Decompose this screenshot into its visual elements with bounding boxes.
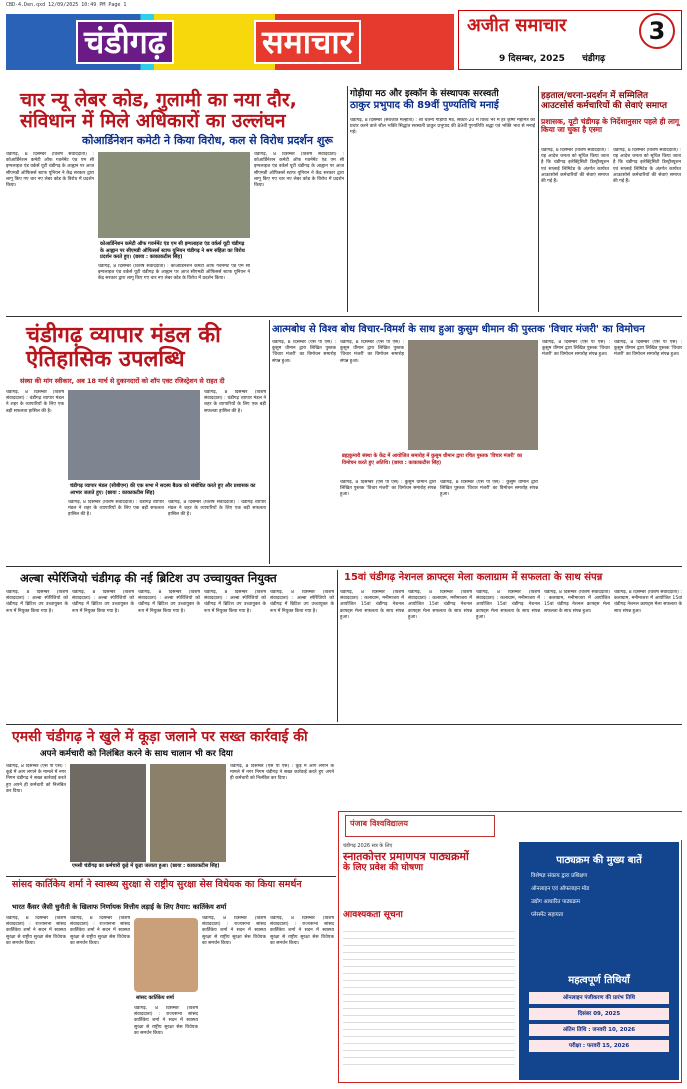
story6-body-col1: चंडीगढ़, 8 दिसम्बर (विशेष संवाददाता) : अल्बा स्पेरिंजियो को चंडीगढ़ में ब्रिटिश उप उच्चायुक्त के रूप में नियुक्त किया गया है। <box>6 590 68 614</box>
story7-body-col3: चंडीगढ़, 8 दिसम्बर (विशेष संवाददाता) : कलाग्राम, मनीमाजरा में आयोजित 15वां चंडीगढ़ नेशनल क्राफ्ट्स मेला सफलता के साथ संपन्न हुआ। <box>476 590 540 620</box>
story4-headline-line1: चंडीगढ़ व्यापार मंडल की <box>26 323 221 348</box>
story5-body-col4: चंडीगढ़, 8 दिसम्बर (एस पी एस) : कुसुम धीमान द्वारा लिखित पुस्तक 'विचार मंजरी' का विमोचन समारोह संपन्न हुआ। <box>440 480 538 498</box>
ad-line4: आवश्यकता सूचना <box>343 910 403 920</box>
issue-city: चंडीगढ़ <box>582 54 606 64</box>
story3-body-col2: चंडीगढ़, 8 दिसम्बर (विशेष संवाददाता) : यह आदेश जनता को सूचित किया जाता है कि चंडीगढ़ इलेक्ट्रिसिटी डिस्ट्रीब्यूशन एवं सप्लाई लिमिटेड के अंतर्गत कार्यरत आउटसोर्स कर्मचारियों की सेवाएं समाप्त की गई हैं। <box>613 148 681 185</box>
story4-body-col3: चंडीगढ़, 8 दिसम्बर (विशेष संवाददाता) : चंडीगढ़ व्यापार मंडल ने शहर के व्यापारियों के लिए एक बड़ी सफलता हासिल की है। <box>68 500 164 518</box>
story7-headline: 15वां चंडीगढ़ नेशनल क्राफ्ट्स मेला कलाग्राम में सफलता के साथ संपन्न <box>344 572 603 583</box>
story9-photo <box>134 918 198 992</box>
ad-text-block <box>343 925 515 1065</box>
page-number: 3 <box>639 13 675 49</box>
issue-date: 9 दिसम्बर, 2025 <box>499 54 565 64</box>
story1-subhead: कोआर्डिनेशन कमेटी ने किया विरोध, कल से विरोध प्रदर्शन शुरू <box>82 134 333 147</box>
horizontal-rule <box>6 566 682 567</box>
story5-caption: ब्रह्मकुमारी संस्था के केंद्र में आयोजित समारोह में कुसुम धीमान द्वारा रचित पुस्तक 'विचार मंजरी' का विमोचन करते हुए अतिथि। (छाया : काकाकटीस सिंह) <box>340 452 538 478</box>
story4-body-col4: चंडीगढ़, 8 दिसम्बर (विशेष संवाददाता) : चंडीगढ़ व्यापार मंडल ने शहर के व्यापारियों के लिए एक बड़ी सफलता हासिल की है। <box>168 500 266 518</box>
story3-headline-line1: हड़ताल/धरना-प्रदर्शन में सम्मिलित <box>541 91 648 101</box>
ad-header <box>339 812 683 840</box>
story9-body-col5: चंडीगढ़, 8 दिसम्बर (विशेष संवाददाता) : राज्यसभा सांसद कार्तिकेय शर्मा ने सदन में स्वास्थ्य सुरक्षा से राष्ट्रीय सुरक्षा सेस विधेयक का समर्थन किया। <box>270 916 334 946</box>
story1-headline-line2: संविधान में मिले अधिकारों का उल्लंघन <box>20 109 286 132</box>
story1-caption: कोआर्डिनेशन कमेटी ऑफ गवर्नमेंट एंड एम सी इम्पलाइज एंड वर्कर्स यूटी चंडीगढ़ के आह्वान पर सीएमडी ऑफिसर्स स्टाफ यूनियन चंडीगढ़ ने श्रम संहिता का विरोध प्रदर्शन करते हुए। (छाया : काकाकटीस सिंह) <box>98 240 250 262</box>
horizontal-rule <box>6 316 682 317</box>
story1-headline <box>20 90 345 132</box>
story1-body-col1: चंडीगढ़, 8 दिसम्बर (विशेष संवाददाता) : कोआर्डिनेशन कमेटी ऑफ गवर्नमेंट एंड एम सी इम्पलाइज एंड वर्कर्स यूटी चंडीगढ़ के आह्वान पर आज सीएमडी ऑफिसर्स स्टाफ यूनियन ने केंद्र सरकार द्वारा लागू किए गए चार नए लेबर कोड के विरोध में प्रदर्शन किया। <box>6 152 94 189</box>
story4-subhead: संस्था की मांग स्वीकार, अब 18 मार्च से दुकानदारों को शॉप एक्ट रजिस्ट्रेशन से राहत दी <box>20 377 225 385</box>
story2-headline-line2: ठाकुर प्रभुपाद की 89वीं पुण्यतिथि मनाई <box>350 99 499 111</box>
story5-body-col6: चंडीगढ़, 8 दिसम्बर (एस पी एस) : कुसुम धीमान द्वारा लिखित पुस्तक 'विचार मंजरी' का विमोचन समारोह संपन्न हुआ। <box>614 340 682 358</box>
story5-body-col2: चंडीगढ़, 8 दिसम्बर (एस पी एस) : कुसुम धीमान द्वारा लिखित पुस्तक 'विचार मंजरी' का विमोचन समारोह संपन्न हुआ। <box>340 340 404 364</box>
ad-feature: विशेषज्ञ संकाय द्वारा प्रशिक्षण <box>531 873 588 879</box>
story6-body-col2: चंडीगढ़, 8 दिसम्बर (विशेष संवाददाता) : अल्बा स्पेरिंजियो को चंडीगढ़ में ब्रिटिश उप उच्चायुक्त के रूप में नियुक्त किया गया है। <box>72 590 134 614</box>
horizontal-rule <box>6 876 336 877</box>
story6-body-col3: चंडीगढ़, 8 दिसम्बर (विशेष संवाददाता) : अल्बा स्पेरिंजियो को चंडीगढ़ में ब्रिटिश उप उच्चायुक्त के रूप में नियुक्त किया गया है। <box>138 590 200 614</box>
story2-headline <box>350 90 535 111</box>
masthead-brand-box <box>458 10 682 70</box>
ad-feature: उद्योग आधारित पाठ्यक्रम <box>531 899 581 905</box>
story6-body-col4: चंडीगढ़, 8 दिसम्बर (विशेष संवाददाता) : अल्बा स्पेरिंजियो को चंडीगढ़ में ब्रिटिश उप उच्चायुक्त के रूप में नियुक्त किया गया है। <box>204 590 266 614</box>
story5-photo <box>408 340 538 450</box>
ad-line1: चंडीगढ़ 2026 सत्र के लिए <box>343 843 393 849</box>
story1-photo <box>98 152 250 238</box>
dateline <box>499 51 605 64</box>
story4-body-col1: चंडीगढ़, 8 दिसम्बर (विशेष संवाददाता) : चंडीगढ़ व्यापार मंडल ने शहर के व्यापारियों के लिए एक बड़ी सफलता हासिल की है। <box>6 390 64 414</box>
story8-photo-1 <box>70 764 146 862</box>
divider <box>347 86 348 312</box>
divider <box>538 86 539 312</box>
story9-body-col4: चंडीगढ़, 8 दिसम्बर (विशेष संवाददाता) : राज्यसभा सांसद कार्तिकेय शर्मा ने सदन में स्वास्थ्य सुरक्षा से राष्ट्रीय सुरक्षा सेस विधेयक का समर्थन किया। <box>202 916 266 946</box>
story3-body-col1: चंडीगढ़, 8 दिसम्बर (विशेष संवाददाता) : यह आदेश जनता को सूचित किया जाता है कि चंडीगढ़ इलेक्ट्रिसिटी डिस्ट्रीब्यूशन एवं सप्लाई लिमिटेड के अंतर्गत कार्यरत आउटसोर्स कर्मचारियों की सेवाएं समाप्त की गई हैं। <box>541 148 609 185</box>
story6-body-col5: चंडीगढ़, 8 दिसम्बर (विशेष संवाददाता) : अल्बा स्पेरिंजियो को चंडीगढ़ में ब्रिटिश उप उच्चायुक्त के रूप में नियुक्त किया गया है। <box>270 590 334 614</box>
story4-headline <box>26 324 266 372</box>
story3-headline <box>541 92 681 111</box>
ad-logo: पंजाब विश्वविद्यालय <box>345 815 495 837</box>
story9-headline: सांसद कार्तिकेय शर्मा ने स्वास्थ्य सुरक्षा से राष्ट्रीय सुरक्षा सेस विधेयक का किया समर्थन <box>12 879 302 890</box>
masthead-word-2: समाचार <box>254 20 361 64</box>
ad-left-panel <box>343 842 515 1080</box>
story9-subhead: भारत कैंसर जैसी चुनौती के खिलाफ निर्णायक वित्तीय लड़ाई के लिए तैयार: कार्तिकेय शर्मा <box>12 903 227 911</box>
story7-body-col2: चंडीगढ़, 8 दिसम्बर (विशेष संवाददाता) : कलाग्राम, मनीमाजरा में आयोजित 15वां चंडीगढ़ नेशनल क्राफ्ट्स मेला सफलता के साथ संपन्न हुआ। <box>408 590 472 620</box>
ad-date-row: परीक्षा : फरवरी 15, 2026 <box>529 1040 669 1052</box>
story3-headline-line2: आउटसोर्स कर्मचारियों की सेवाएं समाप्त <box>541 100 668 111</box>
ad-line2: स्नातकोत्तर प्रमाणपत्र पाठ्यक्रमों <box>343 850 469 863</box>
story4-photo <box>68 390 200 480</box>
ad-feature: ऑनलाइन एवं ऑफलाइन मोड <box>531 886 590 892</box>
masthead-banner <box>6 14 454 70</box>
horizontal-rule <box>6 724 682 725</box>
story7-body-col5: चंडीगढ़, 8 दिसम्बर (विशेष संवाददाता) : कलाग्राम, मनीमाजरा में आयोजित 15वां चंडीगढ़ नेशनल क्राफ्ट्स मेला सफलता के साथ संपन्न हुआ। <box>614 590 682 614</box>
story8-body-col2: चंडीगढ़, 8 दिसम्बर (एस पी एस) : कूड़े में आग लगाने के मामले में नगर निगम चंडीगढ़ ने सख्त कार्रवाई करते हुए अपने ही कर्मचारी को निलंबित कर दिया। <box>230 764 334 782</box>
story9-caption: सांसद कार्तिकेय शर्मा <box>134 994 214 1004</box>
story1-body-col2: चंडीगढ़, 8 दिसम्बर (विशेष संवाददाता) : कोआर्डिनेशन कमेटी ऑफ गवर्नमेंट एंड एम सी इम्पलाइज एंड वर्कर्स यूटी चंडीगढ़ के आह्वान पर आज सीएमडी ऑफिसर्स स्टाफ यूनियन ने केंद्र सरकार द्वारा लागू किए गए चार नए लेबर कोड के विरोध में प्रदर्शन किया। <box>98 264 250 282</box>
story5-headline: आत्मबोध से विश्व बोध विचार-विमर्श के साथ हुआ कुसुम धीमान की पुस्तक 'विचार मंजरी' का विमोचन <box>272 324 645 335</box>
ad-date-row: अंतिम तिथि : जनवरी 10, 2026 <box>529 1024 669 1036</box>
story4-caption: चंडीगढ़ व्यापार मंडल (सीबीएम) की एक सभा में सदस्य बैठक को संबोधित करते हुए और प्रशासक का आभार जताते हुए। (छाया : काकाकटीस सिंह) <box>68 482 266 498</box>
story1-body-col3: चंडीगढ़, 8 दिसम्बर (विशेष संवाददाता) : कोआर्डिनेशन कमेटी ऑफ गवर्नमेंट एंड एम सी इम्पलाइज एंड वर्कर्स यूटी चंडीगढ़ के आह्वान पर आज सीएमडी ऑफिसर्स स्टाफ यूनियन ने केंद्र सरकार द्वारा लागू किए गए चार नए लेबर कोड के विरोध में प्रदर्शन किया। <box>254 152 344 189</box>
story4-body-col2: चंडीगढ़, 8 दिसम्बर (विशेष संवाददाता) : चंडीगढ़ व्यापार मंडल ने शहर के व्यापारियों के लिए एक बड़ी सफलता हासिल की है। <box>204 390 266 414</box>
story3-subhead: प्रशासक, यूटी चंडीगढ़ के निर्देशानुसार पहले ही लागू किया जा चुका है एस्मा <box>541 117 680 135</box>
ad-right-panel <box>519 842 679 1080</box>
divider <box>337 570 338 722</box>
ad-feature: प्लेसमेंट सहायता <box>531 912 564 918</box>
story9-body-col1: चंडीगढ़, 8 दिसम्बर (विशेष संवाददाता) : राज्यसभा सांसद कार्तिकेय शर्मा ने सदन में स्वास्थ्य सुरक्षा से राष्ट्रीय सुरक्षा सेस विधेयक का समर्थन किया। <box>6 916 66 946</box>
story6-headline: अल्बा स्पेरिंजियो चंडीगढ़ की नई ब्रिटिश उप उच्चायुक्त नियुक्त <box>20 571 277 585</box>
story5-body-col3: चंडीगढ़, 8 दिसम्बर (एस पी एस) : कुसुम धीमान द्वारा लिखित पुस्तक 'विचार मंजरी' का विमोचन समारोह संपन्न हुआ। <box>340 480 436 498</box>
story8-subhead: अपने कर्मचारी को निलंबित करने के साथ चालान भी कर दिया <box>40 749 233 759</box>
story7-body-col4: चंडीगढ़, 8 दिसम्बर (विशेष संवाददाता) : कलाग्राम, मनीमाजरा में आयोजित 15वां चंडीगढ़ नेशनल क्राफ्ट्स मेला सफलता के साथ संपन्न हुआ। <box>544 590 610 614</box>
story5-body-col1: चंडीगढ़, 8 दिसम्बर (एस पी एस) : कुसुम धीमान द्वारा लिखित पुस्तक 'विचार मंजरी' का विमोचन समारोह संपन्न हुआ। <box>272 340 336 364</box>
brand-name: अजीत समाचार <box>467 15 567 36</box>
story8-headline: एमसी चंडीगढ़ ने खुले में कूड़ा जलाने पर सख्त कार्रवाई की <box>12 729 308 745</box>
story1-headline-line1: चार न्यू लेबर कोड, गुलामी का नया दौर, <box>20 89 297 111</box>
advertisement <box>338 811 682 1083</box>
masthead-word-1: चंडीगढ़ <box>76 20 174 64</box>
print-slug: CBD-4.Den.qxd 12/09/2025 10:49 PM Page 1 <box>6 2 127 8</box>
ad-date-row: ऑनलाइन पंजीकरण की प्रारंभ तिथि <box>529 992 669 1004</box>
ad-line3: के लिए प्रवेश की घोषणा <box>343 863 424 873</box>
story7-body-col1: चंडीगढ़, 8 दिसम्बर (विशेष संवाददाता) : कलाग्राम, मनीमाजरा में आयोजित 15वां चंडीगढ़ नेशनल क्राफ्ट्स मेला सफलता के साथ संपन्न हुआ। <box>340 590 404 620</box>
story8-caption: एमसी चंडीगढ़ का कर्मचारी कूड़े में कूड़ा जलाता हुआ। (छाया : काकाकटीस सिंह) <box>70 862 226 872</box>
ad-dates-title: महत्वपूर्ण तिथियाँ <box>568 975 630 986</box>
divider <box>269 320 270 564</box>
ad-right-title: पाठ्यक्रम की मुख्य बातें <box>556 855 642 866</box>
story8-body-col1: चंडीगढ़, 8 दिसम्बर (एस पी एस) : कूड़े में आग लगाने के मामले में नगर निगम चंडीगढ़ ने सख्त कार्रवाई करते हुए अपने ही कर्मचारी को निलंबित कर दिया। <box>6 764 66 794</box>
story5-body-col5: चंडीगढ़, 8 दिसम्बर (एस पी एस) : कुसुम धीमान द्वारा लिखित पुस्तक 'विचार मंजरी' का विमोचन समारोह संपन्न हुआ। <box>542 340 610 358</box>
ad-feature-list <box>519 866 679 922</box>
masthead <box>6 10 682 70</box>
story9-body-col2: चंडीगढ़, 8 दिसम्बर (विशेष संवाददाता) : राज्यसभा सांसद कार्तिकेय शर्मा ने सदन में स्वास्थ्य सुरक्षा से राष्ट्रीय सुरक्षा सेस विधेयक का समर्थन किया। <box>70 916 130 946</box>
story2-body: चंडीगढ़, 8 दिसम्बर (सर्वजीत मल्होत्रा) : श्री चैतन्य गौड़ीया मठ, सेक्टर-20 में विश्व भर में हरे कृष्ण महामंत्र का प्रचार करने वाले श्रील भक्ति सिद्धांत सरस्वती ठाकुर प्रभुपाद की 89वीं पुण्यतिथि श्रद्धा एवं भक्ति भाव से मनाई गई। <box>350 118 535 136</box>
story4-headline-line2: ऐतिहासिक उपलब्धि <box>26 347 185 373</box>
ad-date-row: दिसंबर 09, 2025 <box>529 1008 669 1020</box>
story9-body-col3: चंडीगढ़, 8 दिसम्बर (विशेष संवाददाता) : राज्यसभा सांसद कार्तिकेय शर्मा ने सदन में स्वास्थ्य सुरक्षा से राष्ट्रीय सुरक्षा सेस विधेयक का समर्थन किया। <box>134 1006 198 1036</box>
story2-headline-line1: गोड़ीया मठ और इस्कॉन के संस्थापक सरस्वती <box>350 89 499 99</box>
story8-photo-2 <box>150 764 226 862</box>
